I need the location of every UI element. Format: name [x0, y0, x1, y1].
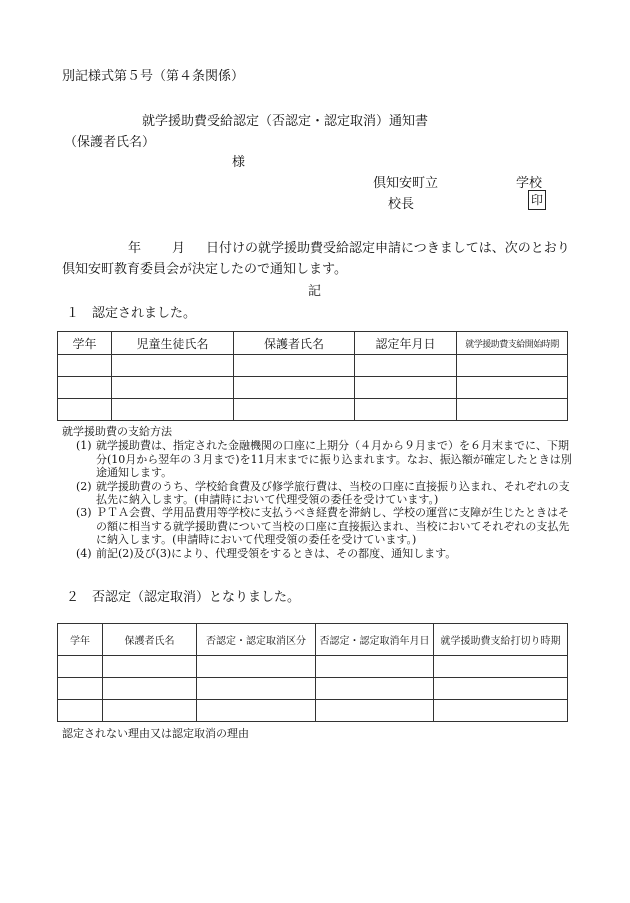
- body-line2: 倶知安町教育委員会が決定したので通知します。: [62, 262, 347, 277]
- table-cell: [58, 355, 112, 377]
- table-cell: [112, 399, 234, 421]
- table-cell: [434, 678, 568, 700]
- table-header-row: [58, 624, 568, 656]
- col-denial-category: 否認定・認定取消区分: [197, 624, 316, 656]
- table-cell: [355, 377, 457, 399]
- seal-stamp: 印: [528, 190, 546, 210]
- payment-item: [76, 439, 574, 479]
- table-row: [58, 700, 568, 722]
- sender-principal: 校長: [388, 197, 415, 212]
- table-row: [58, 377, 568, 399]
- payment-item-number: (3): [76, 506, 92, 520]
- col-payment-end: 就学援助費支給打切り時期: [434, 624, 568, 656]
- table-cell: [103, 700, 197, 722]
- payment-item-text: 就学援助費のうち、学校給食費及び修学旅行費は、当校の口座に直接振り込まれ、それぞれの支払先に納入します。(申請時において代理受領の委任を受けています。): [96, 479, 570, 507]
- form-label: 別記様式第５号（第４条関係）: [62, 69, 245, 84]
- section2-heading: ２ 否認定（認定取消）となりました。: [66, 590, 301, 605]
- payment-item-number: (4): [76, 546, 92, 560]
- table-cell: [112, 355, 234, 377]
- table-cell: [58, 678, 103, 700]
- table-cell: [58, 700, 103, 722]
- table-cell: [434, 656, 568, 678]
- table-cell: [103, 678, 197, 700]
- sender-school-suffix: 学校: [516, 176, 543, 191]
- reason-label: 認定されない理由又は認定取消の理由: [62, 727, 249, 740]
- sender-town-school: 倶知安町立: [373, 176, 439, 191]
- table-row: [58, 678, 568, 700]
- table-cell: [316, 700, 434, 722]
- body-line1: 日付けの就学援助費受給認定申請につきましては、次のとおり: [206, 241, 570, 256]
- table-row: [58, 355, 568, 377]
- table-cell: [103, 656, 197, 678]
- col-approval-date: 認定年月日: [355, 332, 457, 355]
- table-cell: [58, 399, 112, 421]
- table-cell: [457, 355, 568, 377]
- ki-marker: 記: [308, 284, 322, 299]
- table-row: [58, 399, 568, 421]
- col-student-name: 児童生徒氏名: [112, 332, 234, 355]
- table-cell: [234, 355, 355, 377]
- section1-heading: １ 認定されました。: [66, 306, 197, 321]
- table-cell: [457, 377, 568, 399]
- table-cell: [316, 678, 434, 700]
- table-cell: [197, 700, 316, 722]
- denied-table: [57, 623, 568, 722]
- col-guardian-name: 保護者氏名: [234, 332, 355, 355]
- table-cell: [58, 656, 103, 678]
- document-title: 就学援助費受給認定（否認定・認定取消）通知書: [142, 114, 429, 129]
- honorific-sama: 様: [232, 155, 246, 170]
- approved-table: [57, 331, 568, 421]
- payment-item: [76, 506, 574, 546]
- payment-item-text: 就学援助費は、指定された金融機関の口座に上期分（４月から９月まで）を６月末までに、下期分(10月から翌年の３月まで)を11月末までに振り込まれます。なお、振込額が確定したときは別途通知します。: [96, 439, 572, 480]
- payment-item: [76, 480, 574, 507]
- payment-item-text: ＰＴＡ会費、学用品費用等学校に支払うべき経費を滞納し、学校の運営に支障が生じたときはその額に相当する就学援助費について当校の口座に直接振込まれ、当校においてそれぞれの支払先に納入します。(申請時において代理受領の委任を受けています。): [96, 506, 570, 547]
- table-cell: [58, 377, 112, 399]
- table-cell: [434, 700, 568, 722]
- payment-method-section: [64, 425, 574, 560]
- table-cell: [457, 399, 568, 421]
- table-row: [58, 656, 568, 678]
- col-guardian-name: 保護者氏名: [103, 624, 197, 656]
- guardian-name-label: （保護者氏名）: [64, 135, 156, 150]
- table-cell: [197, 656, 316, 678]
- table-cell: [234, 399, 355, 421]
- payment-item-number: (2): [76, 479, 92, 493]
- table-cell: [355, 355, 457, 377]
- payment-item-number: (1): [76, 439, 92, 453]
- table-cell: [316, 656, 434, 678]
- col-payment-start: 就学援助費支給開始時期: [457, 332, 568, 355]
- table-header-row: [58, 332, 568, 355]
- body-month: 月: [172, 241, 186, 256]
- payment-item-text: 前記(2)及び(3)により、代理受領をするときは、その都度、通知します。: [96, 546, 457, 560]
- table-cell: [197, 678, 316, 700]
- col-grade: 学年: [58, 332, 112, 355]
- table-cell: [355, 399, 457, 421]
- col-denial-date: 否認定・認定取消年月日: [316, 624, 434, 656]
- col-grade: 学年: [58, 624, 103, 656]
- table-cell: [234, 377, 355, 399]
- payment-method-heading: 就学援助費の支給方法: [62, 425, 172, 438]
- payment-item: [76, 547, 574, 560]
- body-year: 年: [128, 241, 142, 256]
- table-cell: [112, 377, 234, 399]
